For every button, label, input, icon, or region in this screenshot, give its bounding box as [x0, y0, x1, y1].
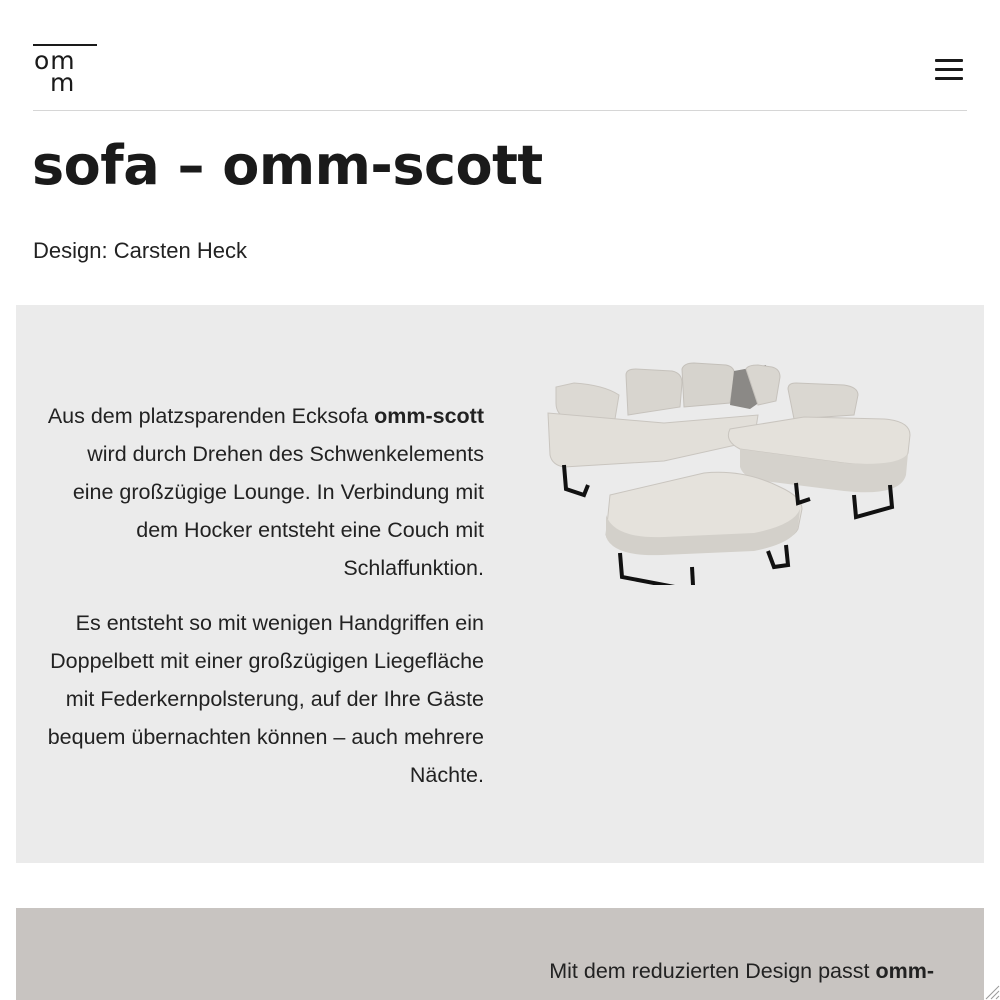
text-span: Mit dem reduzierten Design passt	[549, 959, 876, 983]
product-name: omm-	[875, 959, 934, 983]
resize-handle-icon[interactable]	[982, 982, 1000, 1000]
site-logo[interactable]	[33, 44, 97, 96]
product-name: omm-scott	[374, 404, 484, 428]
text-span: Aus dem platzsparenden Ecksofa	[47, 404, 375, 428]
logo-text	[34, 46, 76, 97]
hamburger-line	[935, 59, 963, 62]
hamburger-line	[935, 77, 963, 80]
design-credit: Design: Carsten Heck	[33, 238, 247, 263]
intro-paragraph-2: Es entsteht so mit wenigen Handgriffen ein Doppelbett mit einer großzügigen Liegefläche mit Federkernpolsterung, auf der Ihre Gäste bequem übernachten können – auch mehrere Nächte.	[47, 611, 484, 787]
hamburger-icon[interactable]	[935, 56, 965, 82]
design-text	[516, 952, 934, 990]
intro-paragraph-1	[46, 397, 484, 587]
logo-line-1: om	[34, 46, 76, 75]
site-header	[33, 0, 967, 111]
sofa-product-image	[544, 345, 914, 585]
hamburger-line	[935, 68, 963, 71]
intro-text	[46, 397, 484, 811]
logo-line-2: m	[50, 68, 76, 97]
page-title: sofa – omm-scott	[32, 134, 543, 197]
intro-section	[16, 305, 984, 863]
design-paragraph-1	[516, 952, 934, 990]
text-span: wird durch Drehen des Schwenkelements eine großzügige Lounge. In Verbindung mit dem Hocker entsteht eine Couch mit Schlaffunktion.	[72, 442, 484, 580]
design-section	[16, 908, 984, 1000]
